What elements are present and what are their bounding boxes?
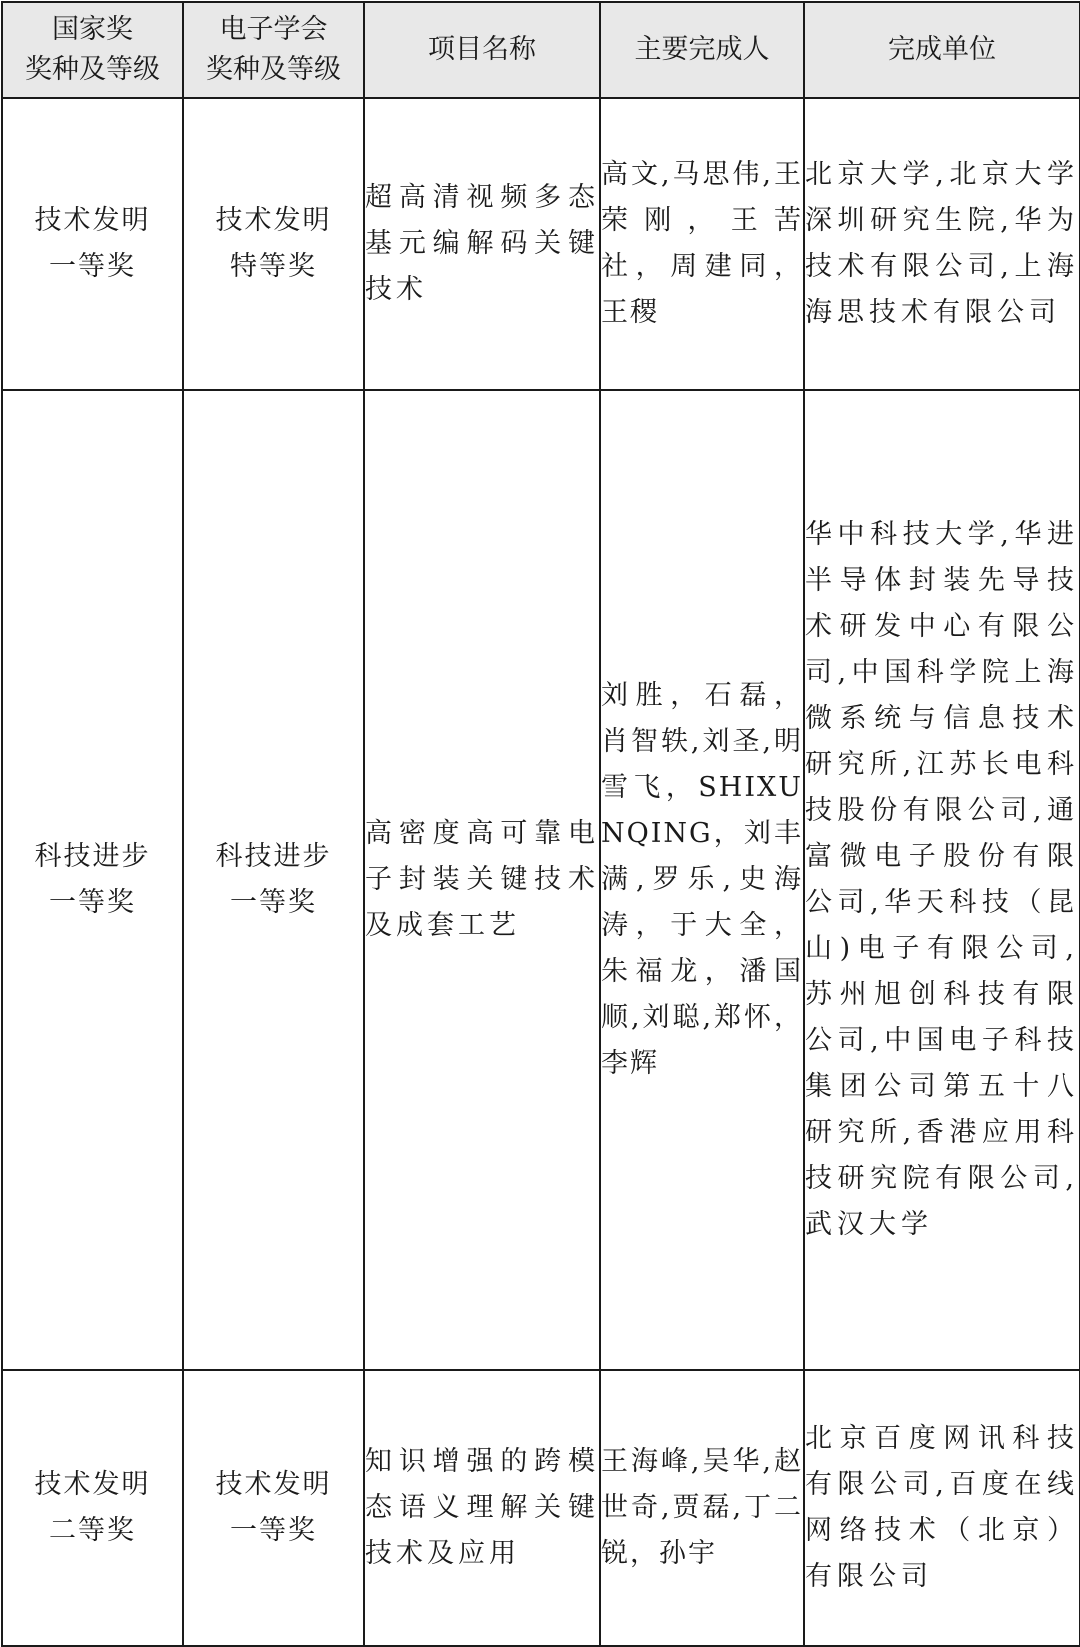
- table-row: [2, 98, 1080, 390]
- society-award-cell: 科技进步 一等奖: [183, 390, 364, 1370]
- header-national-award: 国家奖 奖种及等级: [2, 2, 183, 98]
- project-name-cell: 高密度高可靠电子封装关键技术及成套工艺: [364, 390, 600, 1370]
- header-row: [2, 2, 1080, 98]
- header-project-name: 项目名称: [364, 2, 600, 98]
- table-row: [2, 1370, 1080, 1646]
- awards-table: [1, 1, 1080, 1647]
- contributors-cell: 王海峰,吴华,赵世奇,贾磊,丁二锐，孙宇: [600, 1370, 804, 1646]
- contributors-cell: 高文,马思伟,王荣刚，王苦社，周建同，王稷: [600, 98, 804, 390]
- society-award-cell: 技术发明 一等奖: [183, 1370, 364, 1646]
- units-cell: 北京百度网讯科技有限公司,百度在线网络技术（北京）有限公司: [804, 1370, 1080, 1646]
- header-completing-units: 完成单位: [804, 2, 1080, 98]
- national-award-cell: 技术发明 二等奖: [2, 1370, 183, 1646]
- units-cell: 北京大学,北京大学深圳研究生院,华为技术有限公司,上海海思技术有限公司: [804, 98, 1080, 390]
- national-award-cell: 科技进步 一等奖: [2, 390, 183, 1370]
- project-name-cell: 知识增强的跨模态语义理解关键技术及应用: [364, 1370, 600, 1646]
- national-award-cell: 技术发明 一等奖: [2, 98, 183, 390]
- project-name-cell: 超高清视频多态基元编解码关键技术: [364, 98, 600, 390]
- contributors-cell: 刘胜，石磊，肖智轶,刘圣,明雪飞，SHIXUNQING，刘丰满,罗乐,史海涛，于大全，朱福龙，潘国顺,刘聪,郑怀，李辉: [600, 390, 804, 1370]
- society-award-cell: 技术发明 特等奖: [183, 98, 364, 390]
- table-row: [2, 390, 1080, 1370]
- header-main-contributors: 主要完成人: [600, 2, 804, 98]
- units-cell: 华中科技大学,华进半导体封装先导技术研发中心有限公司,中国科学院上海微系统与信息技术研究所,江苏长电科技股份有限公司,通富微电子股份有限公司,华天科技（昆山)电子有限公司,苏州旭创科技有限公司,中国电子科技集团公司第五十八研究所,香港应用科技研究院有限公司,武汉大学: [804, 390, 1080, 1370]
- header-society-award: 电子学会 奖种及等级: [183, 2, 364, 98]
